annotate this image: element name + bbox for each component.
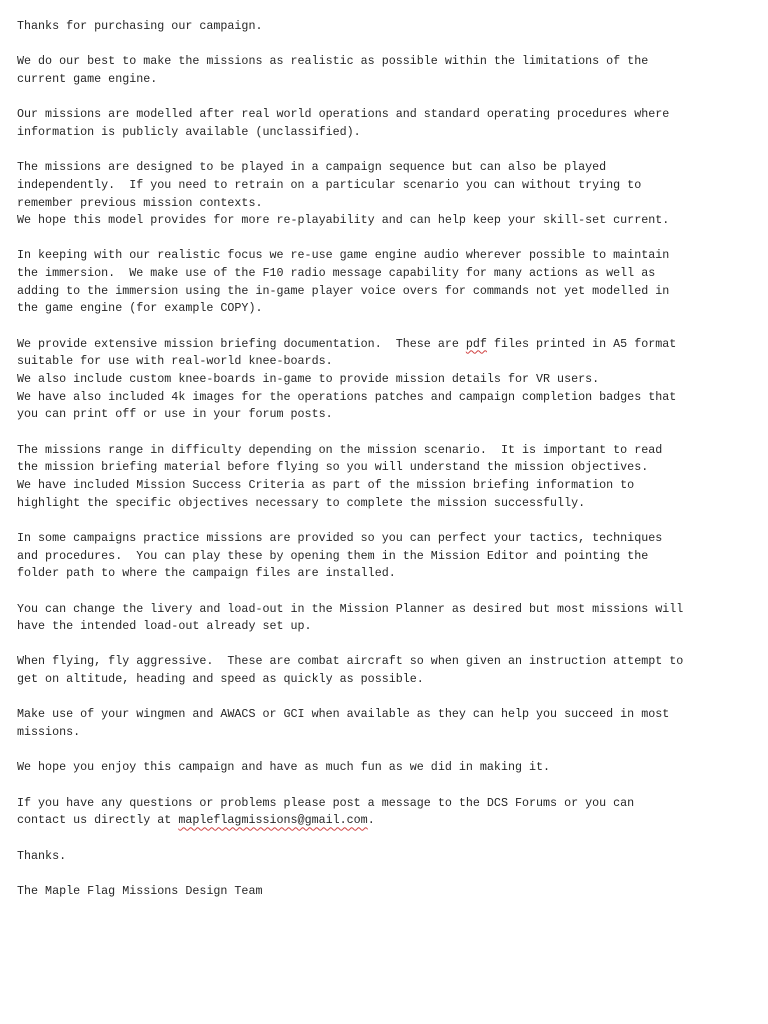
paragraph: [17, 247, 757, 318]
text-line: We do our best to make the missions as realistic as possible within the limitations of the: [17, 54, 649, 69]
paragraph: [17, 759, 757, 777]
paragraph: [17, 530, 757, 583]
text-line: If you have any questions or problems please post a message to the DCS Forums or you can: [17, 795, 635, 810]
text-line: [17, 336, 757, 354]
text-line: and procedures. You can play these by opening them in the Mission Editor and pointing the: [17, 548, 649, 563]
text-line: We have included Mission Success Criteria as part of the mission briefing information to: [17, 477, 635, 492]
paragraph: [17, 706, 757, 741]
text-line: Thanks.: [17, 848, 67, 863]
text-line: When flying, fly aggressive. These are combat aircraft so when given an instruction attempt to: [17, 654, 684, 669]
spellcheck-flagged-word: pdf: [465, 336, 487, 351]
text-line: Thanks for purchasing our campaign.: [17, 19, 263, 33]
text-line: remember previous mission contexts.: [17, 195, 263, 210]
text-line: In keeping with our realistic focus we re-use game engine audio wherever possible to maintain: [17, 248, 670, 263]
text-line: You can change the livery and load-out in the Mission Planner as desired but most missions will: [17, 601, 684, 616]
text-line: the immersion. We make use of the F10 radio message capability for many actions as well as: [17, 266, 656, 281]
text-line: current game engine.: [17, 71, 158, 86]
paragraph: [17, 883, 757, 901]
paragraph: [17, 442, 757, 513]
text-segment: .: [367, 813, 375, 828]
text-line: have the intended load-out already set up.: [17, 619, 312, 634]
paragraph: [17, 848, 757, 866]
text-segment: files printed in A5 format: [486, 336, 677, 351]
spellcheck-flagged-word: mapleflagmissions@gmail.com: [178, 813, 368, 828]
paragraph: [17, 53, 757, 88]
text-line: Our missions are modelled after real world operations and standard operating procedures where: [17, 107, 670, 122]
text-line: missions.: [17, 725, 81, 740]
text-line: The Maple Flag Missions Design Team: [17, 883, 263, 898]
text-line: The missions are designed to be played in a campaign sequence but can also be played: [17, 160, 607, 175]
text-line: We hope you enjoy this campaign and have as much fun as we did in making it.: [17, 760, 551, 775]
text-line: suitable for use with real-world knee-boards.: [17, 354, 333, 369]
text-line: adding to the immersion using the in-game player voice overs for commands not yet modelled in: [17, 283, 670, 298]
paragraph: [17, 106, 757, 141]
text-line: The missions range in difficulty depending on the mission scenario. It is important to read: [17, 442, 663, 457]
text-line: folder path to where the campaign files are installed.: [17, 566, 396, 581]
paragraph: [17, 159, 757, 230]
text-line: We also include custom knee-boards in-game to provide mission details for VR users.: [17, 372, 600, 387]
text-line: In some campaigns practice missions are provided so you can perfect your tactics, techniques: [17, 530, 663, 545]
paragraph: [17, 18, 757, 36]
text-line: information is publicly available (unclassified).: [17, 124, 361, 139]
text-line: independently. If you need to retrain on a particular scenario you can without trying to: [17, 177, 642, 192]
paragraph: [17, 336, 757, 424]
text-line: [17, 812, 757, 830]
text-line: Make use of your wingmen and AWACS or GCI when available as they can help you succeed in most: [17, 707, 670, 722]
text-line: the game engine (for example COPY).: [17, 301, 263, 316]
text-line: We hope this model provides for more re-playability and can help keep your skill-set current.: [17, 213, 670, 228]
paragraph: [17, 653, 757, 688]
text-line: We have also included 4k images for the operations patches and campaign completion badges that: [17, 389, 677, 404]
text-line: you can print off or use in your forum posts.: [17, 407, 333, 422]
text-segment: contact us directly at: [17, 813, 179, 828]
text-line: get on altitude, heading and speed as quickly as possible.: [17, 672, 424, 687]
paragraph: [17, 601, 757, 636]
text-segment: We provide extensive mission briefing documentation. These are: [17, 336, 466, 351]
text-line: the mission briefing material before flying so you will understand the mission objectives.: [17, 460, 649, 475]
document-body: [17, 18, 757, 918]
text-line: highlight the specific objectives necessary to complete the mission successfully.: [17, 495, 586, 510]
paragraph: [17, 795, 757, 830]
